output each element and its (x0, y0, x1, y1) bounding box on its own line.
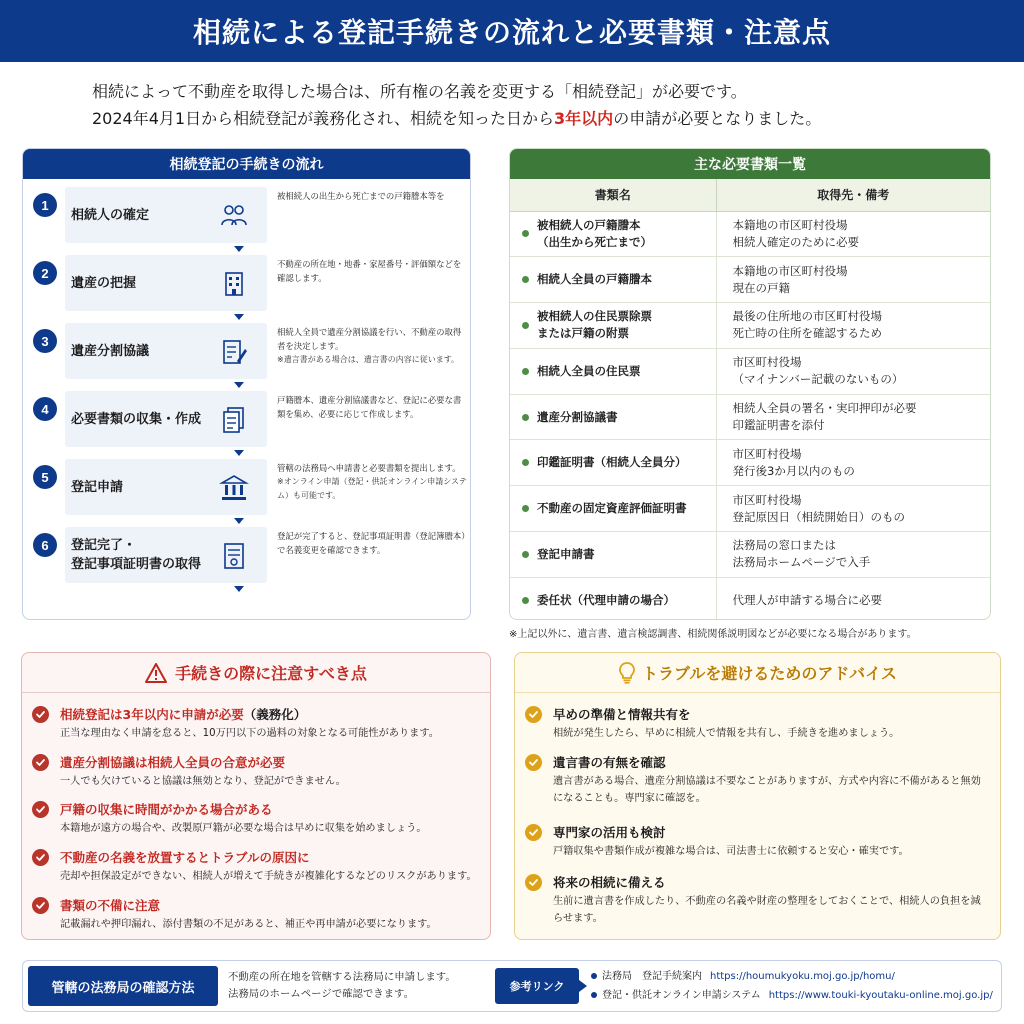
advice-item-description: 生前に遺言書を作成したり、不動産の名義や財産の整理をしておくことで、相続人の負担を減らせます。 (553, 896, 981, 924)
deadline-highlight: 3年以内 (554, 109, 614, 128)
flow-step (23, 255, 471, 313)
table-row (510, 577, 990, 620)
advice-item-title: 遺言書の有無を確認 (553, 755, 666, 770)
document-name: 被相続人の戸籍謄本 （出生から死亡まで） (537, 217, 652, 249)
people-icon (219, 201, 249, 231)
column-header-source: 取得先・備考 (716, 179, 990, 211)
intro-line-2 (92, 105, 972, 132)
caution-item-description: 本籍地が遠方の場合や、改製原戸籍が必要な場合は早めに収集を始めましょう。 (60, 823, 427, 834)
caution-item-description: 一人でも欠けていると協議は無効となり、登記ができません。 (60, 776, 346, 787)
check-circle-icon (32, 754, 49, 771)
document-source-cell: 市区町村役場 登記原因日（相続開始日）のもの (716, 486, 990, 532)
document-source-cell: 法務局の窓口または 法務局ホームページで入手 (716, 532, 990, 578)
check-circle-icon (32, 801, 49, 818)
advice-item-title: 将来の相続に備える (553, 875, 666, 890)
step-number-badge: 1 (33, 193, 57, 217)
check-circle-icon (525, 824, 542, 841)
bullet-icon (522, 551, 529, 558)
step-number-badge: 4 (33, 397, 57, 421)
table-header-row (510, 179, 990, 211)
documents-table (510, 179, 990, 620)
bullet-icon (522, 505, 529, 512)
step-name: 登記完了・ 登記事項証明書の取得 (71, 538, 202, 572)
intro-line-2-pre: 2024年4月1日から相続登記が義務化され、相続を知った日から (92, 109, 555, 128)
docs-panel-title: 主な必要書類一覧 (510, 149, 990, 179)
caution-item-title: 相続登記は3年以内に申請が必要（義務化） (60, 707, 307, 722)
jurisdiction-text (228, 969, 456, 1003)
flow-step (23, 391, 471, 449)
step-number-badge: 6 (33, 533, 57, 557)
reference-links-label: 参考リンク (495, 968, 579, 1004)
intro-line-2-post: の申請が必要となりました。 (613, 109, 822, 128)
check-circle-icon (525, 754, 542, 771)
advice-title-text: トラブルを避けるためのアドバイス (642, 664, 897, 683)
document-name: 相続人全員の戸籍謄本 (537, 272, 652, 287)
step-number-badge: 2 (33, 261, 57, 285)
certificate-icon (219, 541, 249, 571)
bottom-info-bar (22, 960, 1002, 1012)
bullet-icon (591, 992, 597, 998)
flow-arrow-icon (234, 246, 244, 252)
step-name: 遺産分割協議 (71, 343, 150, 359)
advice-panel-title (515, 653, 1000, 693)
document-source-cell: 代理人が申請する場合に必要 (716, 577, 990, 620)
link-1-name: 法務局 登記手続案内 (602, 971, 702, 982)
table-row (510, 440, 990, 486)
lightbulb-icon (618, 662, 636, 684)
procedure-flow-panel (22, 148, 471, 620)
flow-arrow-icon (234, 382, 244, 388)
document-source-cell: 市区町村役場 （マイナンバー記載のないもの） (716, 348, 990, 394)
table-row (510, 211, 990, 257)
step-description: 戸籍謄本、遺産分割協議書など、登記に必要な書類を集め、必要に応じて作成します。 (277, 395, 462, 419)
advice-item-description: 遺言書がある場合、遺産分割協議は不要なことがありますが、方式や内容に不備があると無効になることも。専門家に確認を。 (553, 776, 981, 804)
intro-line-1: 相続によって不動産を取得した場合は、所有権の名義を変更する「相続登記」が必要です。 (92, 82, 747, 101)
documents-table-body (510, 211, 990, 620)
bullet-icon (522, 414, 529, 421)
advice-item-description: 戸籍収集や書類作成が複雑な場合は、司法書士に依頼すると安心・確実です。 (553, 846, 909, 857)
document-source-cell: 最後の住所地の市区町村役場 死亡時の住所を確認するため (716, 303, 990, 349)
caution-panel (21, 652, 491, 940)
jurisdiction-label: 管轄の法務局の確認方法 (28, 966, 218, 1006)
check-circle-icon (32, 706, 49, 723)
bullet-icon (522, 230, 529, 237)
flow-arrow-icon (234, 314, 244, 320)
jurisdiction-text-2: 法務局のホームページで確認できます。 (228, 988, 414, 1000)
step-description: 登記が完了すると、登記事項証明書（登記簿謄本）で名義変更を確認できます。 (277, 531, 466, 555)
bullet-icon (522, 597, 529, 604)
houmukyoku-link[interactable]: https://houmukyoku.moj.go.jp/homu/ (710, 971, 895, 982)
document-name: 相続人全員の住民票 (537, 363, 641, 378)
advice-item-description: 相続が発生したら、早めに相続人で情報を共有し、手続きを進めましょう。 (553, 728, 900, 739)
intro-text (92, 78, 972, 132)
document-source-cell: 市区町村役場 発行後3か月以内のもの (716, 440, 990, 486)
table-row (510, 303, 990, 349)
caution-title-text: 手続きの際に注意すべき点 (175, 664, 367, 683)
flow-arrow-icon (234, 518, 244, 524)
document-pen-icon (219, 337, 249, 367)
step-description: 相続人全員で遺産分割協議を行い、不動産の取得者を決定します。 ※遺言書がある場合は、遺言書の内容に従います。 (277, 325, 467, 367)
document-name-cell (510, 532, 716, 578)
jurisdiction-text-1: 不動産の所在地を管轄する法務局に申請します。 (228, 971, 456, 983)
table-row (510, 348, 990, 394)
caution-item-title: 戸籍の収集に時間がかかる場合がある (60, 802, 273, 817)
check-circle-icon (32, 849, 49, 866)
page-header (0, 0, 1024, 62)
reference-links (591, 967, 993, 1005)
document-name-cell (510, 211, 716, 257)
reference-link-2 (591, 986, 993, 1005)
document-name: 被相続人の住民票除票 または戸籍の附票 (537, 309, 652, 341)
advice-item-title: 早めの準備と情報共有を (553, 707, 691, 722)
step-name: 遺産の把握 (71, 275, 137, 291)
page-title: 相続による登記手続きの流れと必要書類・注意点 (192, 16, 831, 49)
flow-panel-title: 相続登記の手続きの流れ (23, 149, 470, 179)
step-name: 登記申請 (71, 479, 124, 495)
step-note: ※オンライン申請（登記・供託オンライン申請システム）も可能です。 (277, 477, 467, 500)
step-name: 必要書類の収集・作成 (71, 411, 202, 427)
required-documents-panel (509, 148, 991, 620)
document-name: 委任状（代理申請の場合） (537, 592, 675, 607)
flow-arrow-icon (234, 450, 244, 456)
document-name-cell (510, 577, 716, 620)
bullet-icon (522, 368, 529, 375)
caution-item-description: 記載漏れや押印漏れ、添付書類の不足があると、補正や再申請が必要になります。 (60, 919, 437, 930)
building-icon (219, 269, 249, 299)
caution-panel-title (22, 653, 490, 693)
check-circle-icon (525, 874, 542, 891)
caution-item-title: 遺産分割協議は相続人全員の合意が必要 (60, 755, 286, 770)
document-name-cell (510, 440, 716, 486)
online-application-link[interactable]: https://www.touki-kyoutaku-online.moj.go.jp/ (768, 990, 993, 1001)
bullet-icon (522, 276, 529, 283)
advice-panel (514, 652, 1001, 940)
documents-footnote: ※上記以外に、遺言書、遺言検認調書、相続関係説明図などが必要になる場合があります。 (509, 629, 917, 640)
document-name-cell (510, 486, 716, 532)
bullet-icon (591, 973, 597, 979)
step-number-badge: 3 (33, 329, 57, 353)
column-header-doc-name: 書類名 (510, 179, 716, 211)
reference-link-1 (591, 967, 993, 986)
table-row (510, 257, 990, 303)
document-source-cell: 本籍地の市区町村役場 現在の戸籍 (716, 257, 990, 303)
table-row (510, 486, 990, 532)
documents-icon (219, 405, 249, 435)
caution-item-description: 売却や担保設定ができない、相続人が増えて手続きが複雑化するなどのリスクがあります。 (60, 871, 477, 882)
document-name: 登記申請書 (537, 546, 595, 561)
step-description: 被相続人の出生から死亡までの戸籍謄本等を (277, 191, 445, 201)
courthouse-icon (219, 473, 249, 503)
caution-item-description: 正当な理由なく申請を怠ると、10万円以下の過料の対象となる可能性があります。 (60, 728, 439, 739)
document-name-cell (510, 303, 716, 349)
step-note: ※遺言書がある場合は、遺言書の内容に従います。 (277, 355, 460, 364)
caution-item-title: 不動産の名義を放置するとトラブルの原因に (60, 850, 310, 865)
document-name-cell (510, 348, 716, 394)
flow-step (23, 323, 471, 381)
flow-step (23, 527, 471, 585)
table-row (510, 532, 990, 578)
caution-item-suffix: （義務化） (243, 707, 307, 722)
document-source-cell: 本籍地の市区町村役場 相続人確定のために必要 (716, 211, 990, 257)
flow-step (23, 187, 471, 245)
document-name: 遺産分割協議書 (537, 409, 618, 424)
warning-icon (145, 663, 167, 683)
flow-arrow-icon (234, 586, 244, 592)
step-name: 相続人の確定 (71, 207, 150, 223)
document-name: 印鑑証明書（相続人全員分） (537, 455, 687, 470)
step-description: 不動産の所在地・地番・家屋番号・評価額などを確認します。 (277, 259, 462, 283)
document-name-cell (510, 394, 716, 440)
flow-step (23, 459, 471, 517)
document-name-cell (510, 257, 716, 303)
table-row (510, 394, 990, 440)
link-2-name: 登記・供託オンライン申請システム (602, 990, 761, 1001)
advice-item-title: 専門家の活用も検討 (553, 825, 666, 840)
check-circle-icon (32, 897, 49, 914)
caution-item-title: 書類の不備に注意 (60, 898, 161, 913)
bullet-icon (522, 322, 529, 329)
document-source-cell: 相続人全員の署名・実印押印が必要 印鑑証明書を添付 (716, 394, 990, 440)
document-name: 不動産の固定資産評価証明書 (537, 501, 687, 516)
step-description: 管轄の法務局へ申請書と必要書類を提出します。 ※オンライン申請（登記・供託オンライン申請システム）も可能です。 (277, 461, 467, 503)
bullet-icon (522, 459, 529, 466)
check-circle-icon (525, 706, 542, 723)
step-number-badge: 5 (33, 465, 57, 489)
